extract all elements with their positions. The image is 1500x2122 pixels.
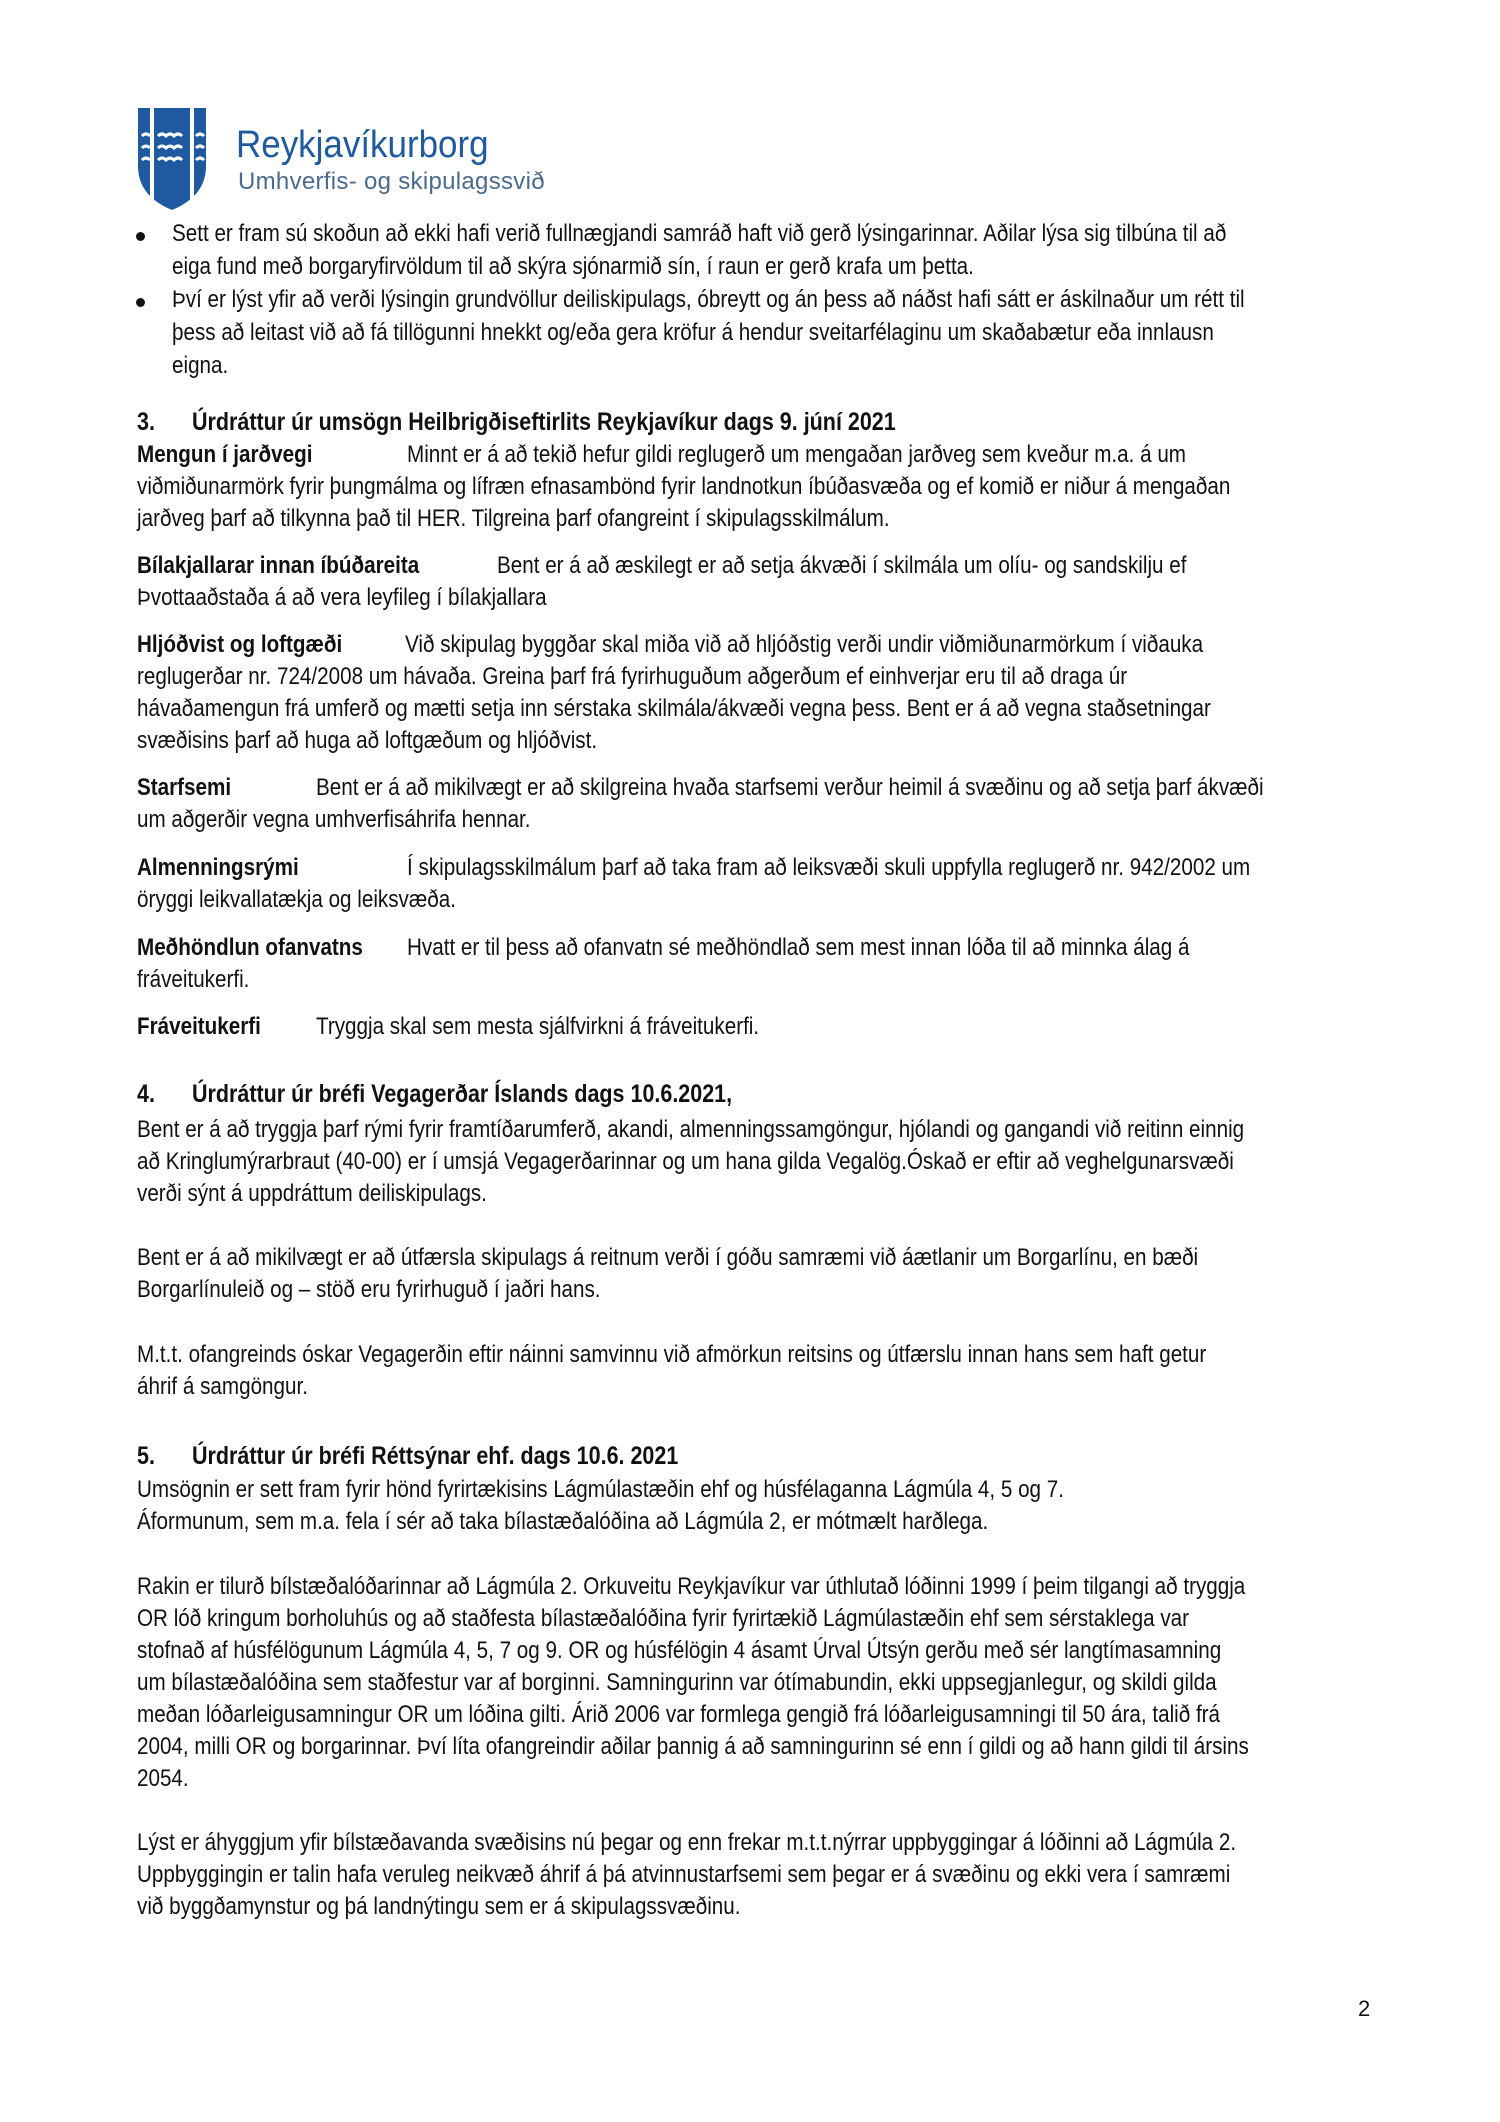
item-text: öryggi leikvallatækja og leiksvæða. [137,886,456,913]
reykjavik-coat-of-arms-icon [136,106,208,212]
item-text: Í skipulagsskilmálum þarf að taka fram að leiksvæði skuli uppfylla reglugerð nr. 942/2002 um [407,854,1251,881]
paragraph-line: um bílastæðalóðina sem staðfestur var af borginni. Samningurinn var ótímabundin, ekki uppsegjanlegur, og skildi gilda [137,1669,1217,1696]
item-text: Við skipulag byggðar skal miða við að hljóðstig verði undir viðmiðunarmörkum í viðauka [405,631,1204,658]
department-name: Umhverfis- og skipulagssvið [238,168,545,195]
bullet-line: Sett er fram sú skoðun að ekki hafi verið fullnægjandi samráð haft við gerð lýsingarinnar. Aðilar lýsa sig tilbúna til að [172,220,1227,247]
page-number: 2 [1358,1996,1371,2021]
section-number: 3. [137,408,155,436]
paragraph-line: Rakin er tilurð bílstæðalóðarinnar að Lágmúla 2. Orkuveitu Reykjavíkur var úthlutað lóðinni 1999 í þeim tilgangi að tryggja [137,1573,1246,1600]
item-text: Þvottaaðstaða á að vera leyfileg í bílakjallara [137,584,547,611]
bullet-line: Því er lýst yfir að verði lýsingin grundvöllur deiliskipulags, óbreytt og án þess að náðst hafi sátt er áskilnaður um rétt til [172,286,1245,313]
item-label: Fráveitukerfi [137,1013,261,1040]
item-text: Bent er á að æskilegt er að setja ákvæði í skilmála um olíu- og sandskilju ef [497,552,1187,579]
paragraph-line: Uppbyggingin er talin hafa veruleg neikvæð áhrif á þá atvinnustarfsemi sem þegar er á svæðinu og ekki vera í samræmi [137,1861,1231,1888]
paragraph-line: Bent er á að tryggja þarf rými fyrir framtíðarumferð, akandi, almenningssamgöngur, hjólandi og gangandi við reitinn einnig [137,1116,1245,1143]
org-name: Reykjavíkurborg [236,124,489,166]
item-text: jarðveg þarf að tilkynna það til HER. Tilgreina þarf ofangreint í skipulagsskilmálum. [137,505,890,532]
item-text: svæðisins þarf að huga að loftgæðum og hljóðvist. [137,727,598,754]
section-heading: Úrdráttur úr bréfi Vegagerðar Íslands dags 10.6.2021, [192,1080,733,1108]
item-label: Bílakjallarar innan íbúðareita [137,552,420,579]
paragraph-line: Bent er á að mikilvægt er að útfærsla skipulags á reitnum verði í góðu samræmi við áætlanir um Borgarlínu, en bæði [137,1244,1199,1271]
item-text: um aðgerðir vegna umhverfisáhrifa hennar. [137,806,531,833]
item-text: Minnt er á að tekið hefur gildi reglugerð um mengaðan jarðveg sem kveður m.a. á um [407,441,1186,468]
bullet-icon [136,232,145,241]
item-text: viðmiðunarmörk fyrir þungmálma og lífræn efnasambönd fyrir landnotkun íbúðasvæða og ef komið er niður á mengaðan [137,473,1231,500]
paragraph-line: Lýst er áhyggjum yfir bílstæðavanda svæðisins nú þegar og enn frekar m.t.t.nýrrar uppbyggingar á lóðinni að Lágmúla 2. [137,1829,1237,1856]
item-text: fráveitukerfi. [137,966,250,993]
item-label: Mengun í jarðvegi [137,441,313,468]
section-heading: Úrdráttur úr umsögn Heilbrigðiseftirlits Reykjavíkur dags 9. júní 2021 [192,408,896,436]
paragraph-line: Borgarlínuleið og – stöð eru fyrirhuguð í jaðri hans. [137,1276,601,1303]
paragraph-line: 2054. [137,1765,189,1792]
paragraph-line: 2004, milli OR og borgarinnar. Því líta ofangreindir aðilar þannig á að samningurinn sé enn í gildi og að hann gildi til ársins [137,1733,1249,1760]
paragraph-line: Umsögnin er sett fram fyrir hönd fyrirtækisins Lágmúlastæðin ehf og húsfélaganna Lágmúla 4, 5 og 7. [137,1476,1064,1503]
section-heading: Úrdráttur úr bréfi Réttsýnar ehf. dags 10.6. 2021 [192,1442,679,1470]
section-number: 4. [137,1080,155,1108]
paragraph-line: Áformunum, sem m.a. fela í sér að taka bílastæðalóðina að Lágmúla 2, er mótmælt harðlega. [137,1508,989,1535]
paragraph-line: verði sýnt á uppdráttum deiliskipulags. [137,1180,487,1207]
item-text: Bent er á að mikilvægt er að skilgreina hvaða starfsemi verður heimil á svæðinu og að setja þarf ákvæði [316,774,1264,801]
paragraph-line: M.t.t. ofangreinds óskar Vegagerðin eftir náinni samvinnu við afmörkun reitsins og útfærslu innan hans sem haft getur [137,1341,1207,1368]
paragraph-line: áhrif á samgöngur. [137,1373,308,1400]
paragraph-line: stofnað af húsfélögunum Lágmúla 4, 5, 7 og 9. OR og húsfélögin 4 ásamt Úrval Útsýn gerðu með sér langtímasamning [137,1637,1222,1664]
bullet-line: eigna. [172,352,229,379]
section-number: 5. [137,1442,155,1470]
bullet-icon [136,298,145,307]
item-text: Tryggja skal sem mesta sjálfvirkni á fráveitukerfi. [316,1013,760,1040]
bullet-line: eiga fund með borgaryfirvöldum til að skýra sjónarmið sín, í raun er gerð krafa um þetta. [172,253,974,280]
item-text: reglugerðar nr. 724/2008 um hávaða. Greina þarf frá fyrirhuguðum aðgerðum ef einhverjar eru til að draga úr [137,663,1128,690]
item-label: Hljóðvist og loftgæði [137,631,343,658]
item-text: hávaðamengun frá umferð og mætti setja inn sérstaka skilmála/ákvæði vegna þess. Bent er á að vegna staðsetningar [137,695,1211,722]
bullet-line: þess að leitast við að fá tillögunni hnekkt og/eða gera kröfur á hendur sveitarfélaginu um skaðabætur eða innlausn [172,319,1214,346]
paragraph-line: að Kringlumýrarbraut (40-00) er í umsjá Vegagerðarinnar og um hana gilda Vegalög.Óskað er eftir að veghelgunarsvæði [137,1148,1234,1175]
paragraph-line: OR lóð kringum borholuhús og að staðfesta bílastæðalóðina fyrir fyrirtækið Lágmúlastæðin ehf sem sérstaklega var [137,1605,1190,1632]
item-text: Hvatt er til þess að ofanvatn sé meðhöndlað sem mest innan lóða til að minnka álag á [407,934,1190,961]
item-label: Meðhöndlun ofanvatns [137,934,363,961]
paragraph-line: meðan lóðarleigusamningur OR um lóðina gilti. Árið 2006 var formlega gengið frá lóðarleigusamningi til 50 ára, talið frá [137,1701,1221,1728]
item-label: Starfsemi [137,774,232,801]
paragraph-line: við byggðamynstur og þá landnýtingu sem er á skipulagssvæðinu. [137,1893,741,1920]
item-label: Almenningsrými [137,854,299,881]
